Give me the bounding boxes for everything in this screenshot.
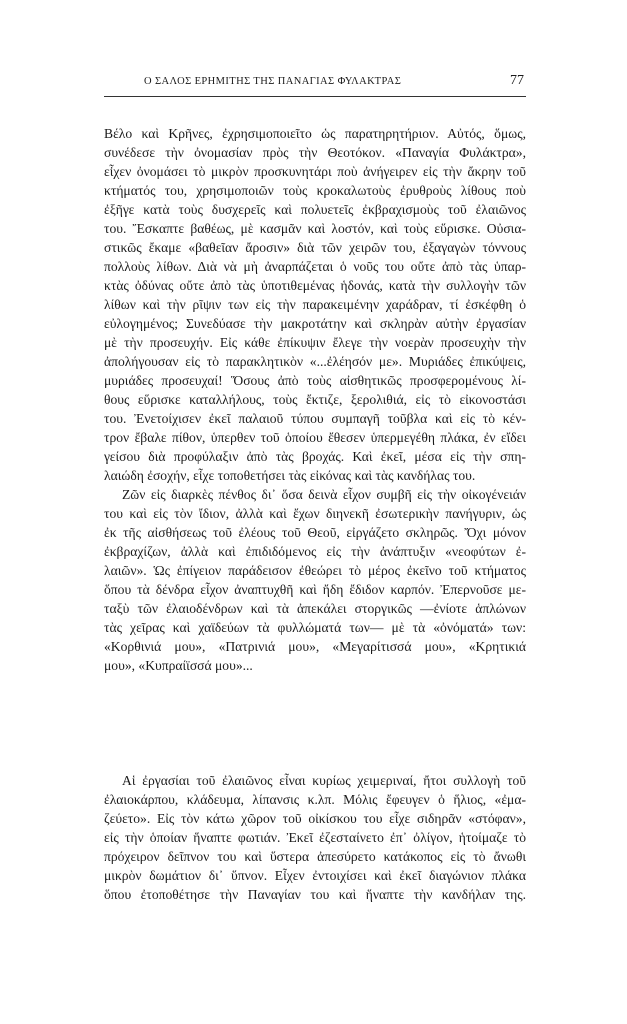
text-line: του καὶ εἰς τὸν ἴδιον, ἀλλὰ καὶ ἔχων διηνεκῆ ἐσωτερικὴν πανήγυριν, ὡς (104, 506, 526, 521)
running-title: Ο ΣΑΛΟΣ ΕΡΗΜΙΤΗΣ ΤΗΣ ΠΑΝΑΓΙΑΣ ΦΥΛΑΚΤΡΑΣ (144, 76, 402, 87)
paragraph-block-1 (104, 124, 526, 675)
text-line: του. Ἔσκαπτε βαθέως, μὲ κασμᾶν καὶ λοστόν, καὶ τοὺς εὕρισκε. Οὐσια- (104, 221, 526, 236)
text-line: μὲ τὴν προσευχήν. Εἰς κάθε ἐπίκυψιν ἔλεγε τὴν νοερὰν προσευχὴν τὴν (104, 335, 526, 350)
text-line: στικῶς ἔκαμε «βαθεῖαν ἄροσιν» διὰ τῶν χειρῶν του, ἐξαγαγὼν τόννους (104, 240, 526, 255)
text-line: ταξὺ τῶν ἐλαιοδένδρων καὶ τὰ ἀπεκάλει στοργικῶς —ἐνίοτε ἁπλώνων (104, 601, 526, 616)
text-line: μικρὸν δωμάτιον δι᾿ ὕπνον. Εἶχεν ἐντοιχίσει καὶ ἐκεῖ διαγώνιον πλάκα (104, 868, 526, 883)
text-line: λαιώδη ἐσοχήν, εἶχε τοποθετήσει τὰς εἰκόνας καὶ τὰς κανδήλας του. (104, 468, 476, 483)
text-line: μυριάδες προσευχαί! Ὅσους ἀπὸ τοὺς αἰσθητικῶς προσφερομένους λί- (104, 373, 526, 388)
paragraph-block-2 (104, 771, 526, 904)
text-line: λίθων καὶ τὴν ρῖψιν των εἰς τὴν παρακειμένην χαράδραν, τί ἐσκέφθη ὁ (104, 297, 526, 312)
text-line: ἐκ τῆς αἰσθήσεως τοῦ ἐλέους τοῦ Θεοῦ, εἰργάζετο σκληρῶς. Ὄχι μόνον (104, 525, 526, 540)
text-line: τὰς χεῖρας καὶ χαϊδεύων τὰ φυλλώματά των— μὲ τὰ «ὀνόματά» των: (104, 620, 526, 635)
text-line: ἐλαιοκάρπου, κλάδευμα, λίπανσις κ.λπ. Μόλις ἔφευγεν ὁ ἥλιος, «ἐμα- (104, 792, 526, 807)
text-line: εὐλογημένος; Συνεδύασε τὴν μακροτάτην καὶ σκληρὰν αὐτὴν ἐργασίαν (104, 316, 526, 331)
running-header (104, 74, 526, 94)
text-line: κτὰς ὀδύνας οὔτε ἀπὸ τὰς ὑποτιθεμένας ἡδονάς, κατὰ τὴν συλλογὴν τῶν (104, 278, 526, 293)
text-line: ἐκβραχίζων, ἀλλὰ καὶ ἐπιδιδόμενος εἰς τὴν ἀνάπτυξιν «νεοφύτων ἐ- (104, 544, 526, 559)
text-line: ζεύετο». Εἰς τὸν κάτω χῶρον τοῦ οἰκίσκου του εἶχε σιδηρᾶν «στόφαν», (104, 811, 526, 826)
text-line: πολλοὺς λίθων. Διὰ νὰ μὴ ἀναρπάζεται ὁ νοῦς του οὔτε ἀπὸ τὰς ὑπαρ- (104, 259, 526, 274)
text-line: Ζῶν εἰς διαρκὲς πένθος δι᾿ ὅσα δεινὰ εἶχον συμβῆ εἰς τὴν οἰκογένειάν (122, 487, 526, 502)
text-line: ἐξῆγε κατὰ τοὺς δυσχερεῖς καὶ πολυετεῖς ἐκβραχισμοὺς τοῦ ἐλαιῶνος (104, 202, 526, 217)
page-number: 77 (510, 73, 524, 88)
text-line: Αἱ ἐργασίαι τοῦ ἐλαιῶνος εἶναι κυρίως χειμεριναί, ἤτοι συλλογὴ τοῦ (122, 773, 526, 788)
text-line: γείσου διὰ προφύλαξιν ἀπὸ τὰς βροχάς. Καὶ ἐκεῖ, μέσα εἰς τὴν σπη- (104, 449, 526, 464)
header-rule (104, 96, 526, 97)
text-line: θους εὕρισκε καταλλήλους, τοὺς ἔκτιζε, ξερολιθιά, εἰς τὸ εἰκονοστάσι (104, 392, 526, 407)
text-line: ὅπου ἐτοποθέτησε τὴν Παναγίαν του καὶ ἥναπτε τὴν κανδήλαν της. (104, 887, 526, 902)
text-line: ὅπου τὰ δένδρα εἶχον ἀναπτυχθῆ καὶ ἤδη ἔδιδον καρπόν. Ἐπερνοῦσε με- (104, 582, 526, 597)
text-line: κτήματός του, χρησιμοποιῶν τοὺς κροκαλωτοὺς ἐρυθροὺς λίθους ποὺ (104, 183, 526, 198)
text-line: πρόχειρον δεῖπνον του καὶ ὕστερα ἀπεσύρετο κατάκοπος εἰς τὸ ἄνωθι (104, 849, 526, 864)
text-line: εἰς τὴν ὁποίαν ἥναπτε φωτιάν. Ἐκεῖ ἐζεσταίνετο ἐπ᾿ ὀλίγον, ἡτοίμαζε τὸ (104, 830, 526, 845)
text-line: συνέδεσε τὴν ὀνομασίαν πρὸς τὴν Θεοτόκον. «Παναγία Φυλάκτρα», (104, 145, 526, 160)
text-line: εἶχεν ὀνομάσει τὸ μικρὸν προσκυνητάρι ποὺ ἀνήγειρεν εἰς τὴν ἄκρην τοῦ (104, 164, 526, 179)
text-line: Βέλο καὶ Κρῆνες, ἐχρησιμοποιεῖτο ὡς παρατηρητήριον. Αὐτός, ὅμως, (104, 126, 526, 141)
text-line: «Κορθινιά μου», «Πατρινιά μου», «Μεγαρίτισσά μου», «Κρητικιά (104, 639, 526, 654)
text-line: τρον ἔβαλε πίθον, ὑπερθεν τοῦ ὁποίου ἔθεσεν ὑπερμεγέθη πλάκα, ἐν εἴδει (104, 430, 526, 445)
text-line: του. Ἐνετοίχισεν ἐκεῖ παλαιοῦ τύπου συμπαγῆ τοῦβλα καὶ εἰς τὸ κέν- (104, 411, 526, 426)
text-line: λαιῶν». Ὡς ἐπίγειον παράδεισον ἐθεώρει τὸ μέρος ἐκεῖνο τοῦ κτήματος (104, 563, 526, 578)
text-line: μου», «Κυπραίϊσσά μου»... (104, 658, 253, 673)
text-line: ἀπολήγουσαν εἰς τὸ παρακλητικὸν «...ἐλέησόν με». Μυριάδες ἐπικύψεις, (104, 354, 526, 369)
